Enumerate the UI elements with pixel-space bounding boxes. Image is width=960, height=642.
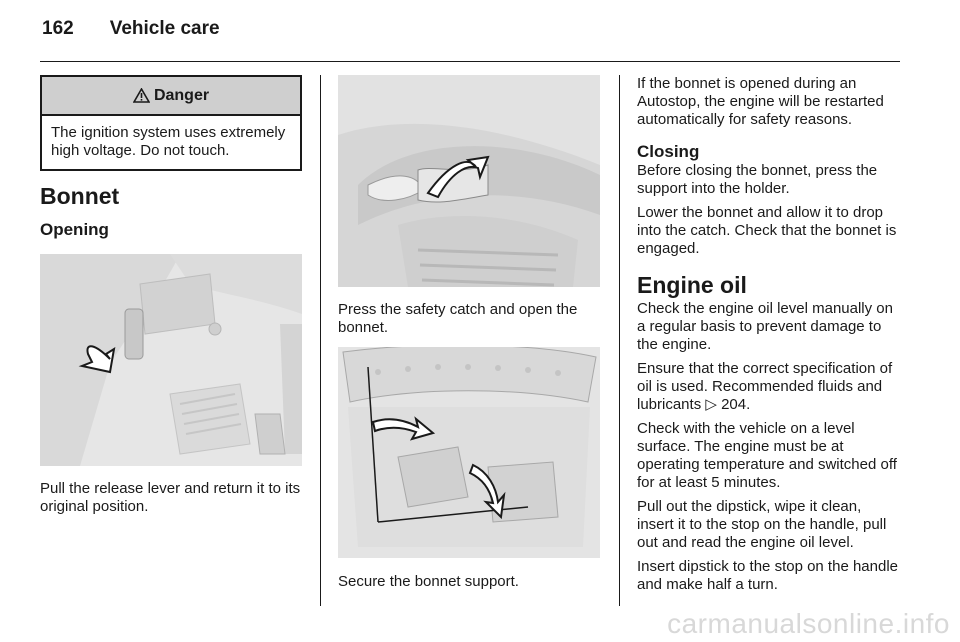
danger-title: Danger [153,86,210,104]
bonnet-support-drawing [338,347,600,558]
page-header [42,18,220,48]
column-1 [40,75,302,516]
engine-oil-text-3: Check with the vehicle on a level surface. The engine must be at operating temperature and switched off for at least 5 minutes. [637,420,897,491]
safety-catch-drawing [338,75,600,287]
engine-oil-heading: Engine oil [637,272,747,298]
danger-header [42,77,300,116]
danger-text: The ignition system uses extremely high voltage. Do not touch. [51,124,286,159]
catch-caption: Press the safety catch and open the bonnet. [338,301,578,336]
column-divider-2 [619,75,620,606]
engine-oil-text-1: Check the engine oil level manually on a regular basis to prevent damage to the engine. [637,300,893,353]
safety-catch-illustration [338,75,600,287]
release-lever-illustration [40,254,302,466]
danger-box [40,75,302,171]
closing-text-1: Before closing the bonnet, press the support into the holder. [637,162,878,197]
closing-text-2: Lower the bonnet and allow it to drop into the catch. Check that the bonnet is engaged. [637,204,897,257]
autostop-text: If the bonnet is opened during an Autostop, the engine will be restarted automatically for safety reasons. [637,75,884,128]
release-lever-drawing [40,254,302,466]
header-rule [40,61,900,62]
warning-triangle-icon [133,88,150,103]
column-3 [637,75,902,594]
closing-heading: Closing [637,142,700,161]
column-divider-1 [320,75,321,606]
engine-oil-text-2: Ensure that the correct specification of oil is used. Recommended fluids and lubricants ▷ 204. [637,360,893,413]
support-caption: Secure the bonnet support. [338,573,519,590]
section-title: Vehicle care [109,18,220,39]
release-caption: Pull the release lever and return it to its original position. [40,480,301,515]
watermark: carmanualsonline.info [667,608,950,639]
page-number: 162 [42,18,74,39]
engine-oil-text-4: Pull out the dipstick, wipe it clean, insert it to the stop on the handle, pull out and read the engine oil level. [637,498,887,551]
column-2 [338,75,600,591]
opening-heading: Opening [40,220,109,239]
bonnet-heading: Bonnet [40,183,120,209]
bonnet-support-illustration [338,347,600,558]
engine-oil-text-5: Insert dipstick to the stop on the handle and make half a turn. [637,558,898,593]
